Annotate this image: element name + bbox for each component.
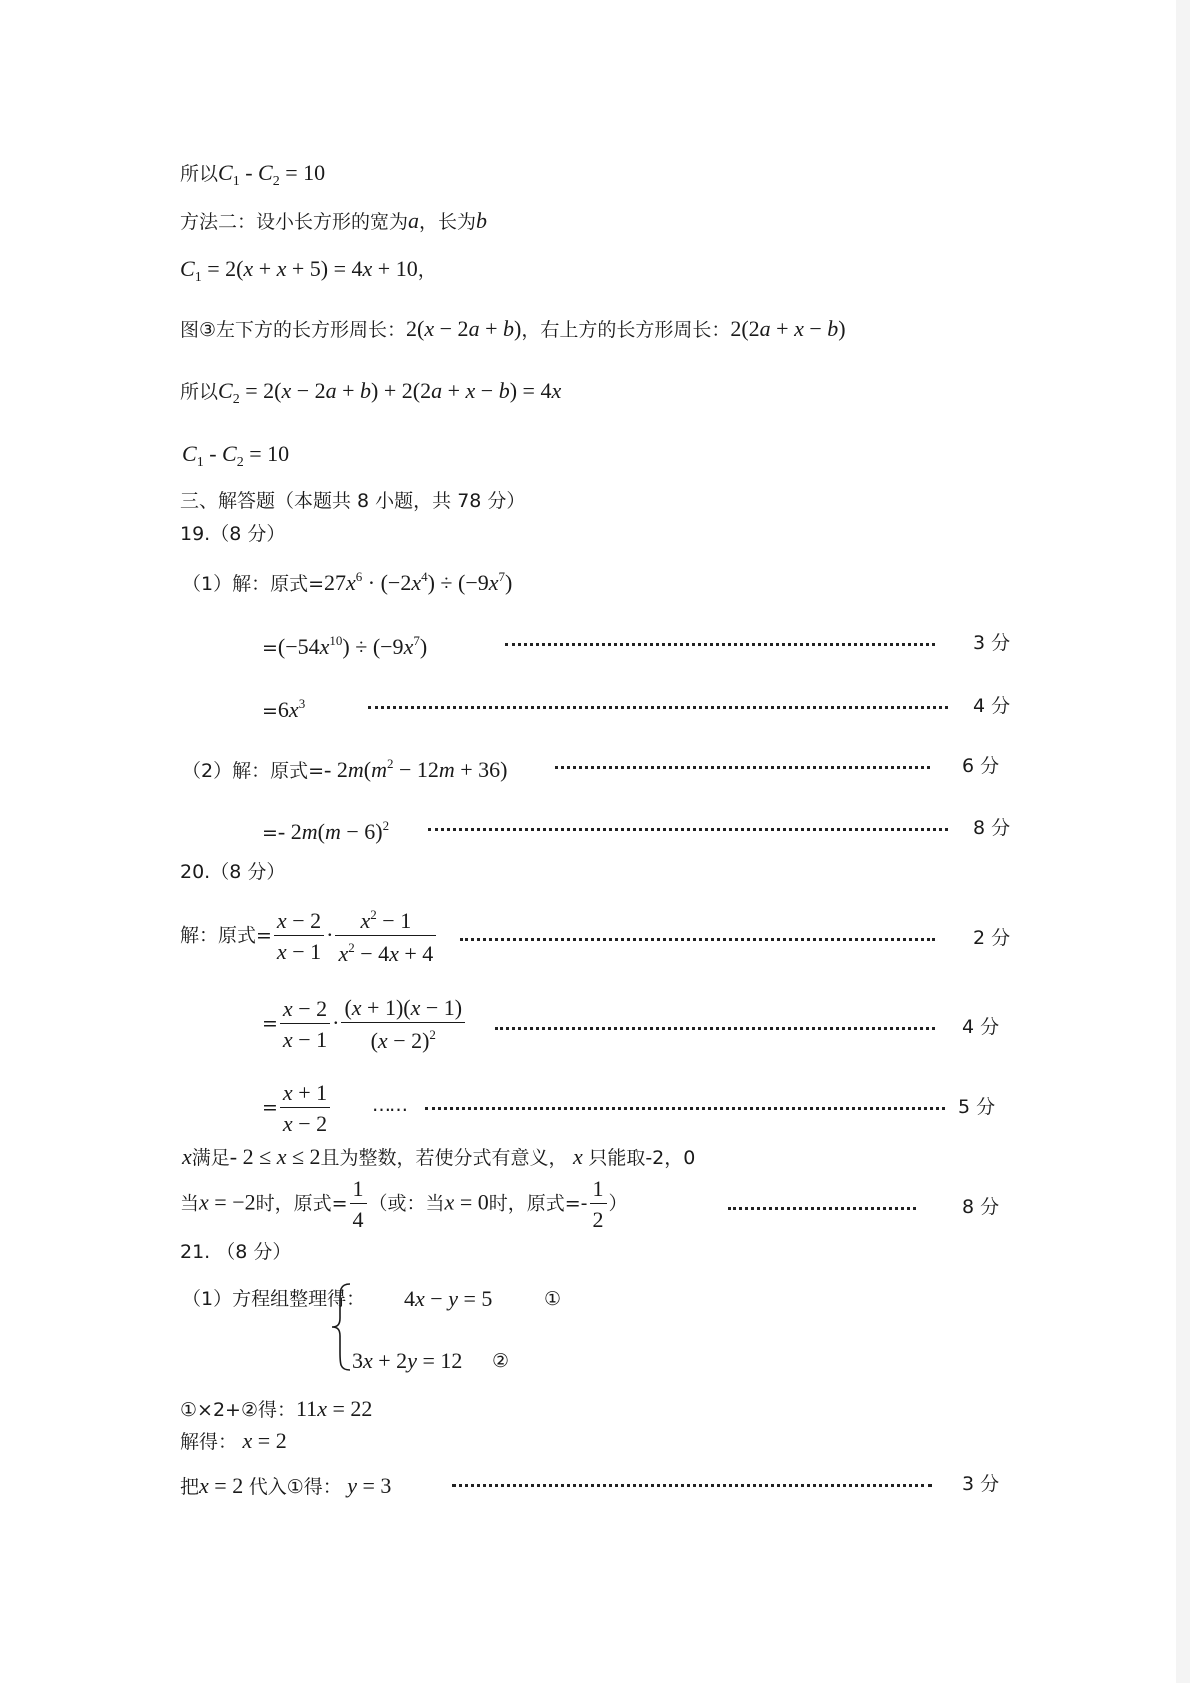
text-eq: = [262,637,278,659]
dot-leader [460,938,935,941]
var-x: x [182,1144,192,1169]
q20-heading: 20.（8 分） [180,861,286,883]
page-edge-shadow [1176,0,1190,1683]
text-q19-p1-prefix: （1）解：原式= [182,573,325,595]
line-c1-minus-c2-second [182,443,289,470]
text-close-paren: ） [608,1192,628,1215]
var-a: a [408,208,420,233]
q21-part1-prefix: （1）方程组整理得： [182,1288,366,1310]
line-figure3-perimeters [180,318,846,340]
q20-line1 [180,908,438,965]
text-substitute: 代入①得： [248,1476,342,1498]
text-lower-left-rect: 图③左下方的长方形周长： [180,319,407,341]
score-3: 3 分 [973,632,1011,654]
math-c1-equals: $C_1 = 2(x + x + 5) = 4x + 10$ [180,256,418,285]
q21-solve-x [180,1430,287,1452]
text-upper-right-rect: ，右上方的长方形周长： [521,319,731,341]
var-x: x [567,1144,589,1169]
dot-leader [495,1027,935,1030]
section-3-heading: 三、解答题（本题共 8 小题，共 78 分） [180,490,526,512]
score-4b: 4 分 [962,1016,1000,1038]
math-q20-expr2: $\frac{x - 2}{x - 1}$ · $\frac{(x + 1)(x - 1)}{(x - 2)^2}$ [278,1010,467,1035]
text-comma: ， [417,259,437,281]
q20-condition [182,1146,695,1168]
math-4x-minus-y: 4x − y = 5 [404,1286,493,1311]
circle-one-marker: ① [544,1288,562,1310]
q21-substitute [180,1475,391,1497]
score-3b: 3 分 [962,1473,1000,1495]
text-eq: = [262,1096,278,1119]
dot-leader [505,643,935,646]
math-y-3: y = 3 [347,1473,392,1498]
math-q19-p1-result: $6x^3$ [277,696,306,722]
text-then-result-neg: 时，原式=- [488,1192,588,1215]
text-elimination: ①×2+②得： [180,1399,296,1421]
dot-leader [728,1207,916,1210]
text-method-two: 方法二：设小长方形的宽为 [180,211,409,233]
q19-part2-line1 [182,757,508,781]
circle-two-marker: ② [492,1350,510,1372]
math-one-quarter: $\frac{1}{4}$ [348,1190,369,1215]
q19-part1-line1 [182,570,512,594]
text-eq: = [262,822,278,844]
text-solve: 解得： [180,1431,238,1453]
q19-part1-line2 [262,634,427,658]
math-one-half: $\frac{1}{2}$ [588,1190,609,1215]
score-6: 6 分 [962,755,1000,777]
math-x-neg2: x = −2 [199,1189,256,1215]
math-c2-equals: $C_2 = 2(x - 2a + b) + 2(2a + x - b) = 4x$ [218,378,562,407]
text-eq: = [262,1012,278,1035]
text-can-only-take: 只能取-2，0 [588,1147,696,1169]
q21-elimination-step [180,1398,372,1420]
score-5: 5 分 [958,1096,996,1118]
q20-line3 [262,1082,332,1135]
score-8: 8 分 [973,817,1011,839]
text-q19-p2-prefix: （2）解：原式= [182,760,325,782]
q19-heading: 19.（8 分） [180,523,286,545]
short-dots: …… [372,1094,406,1116]
line-method-two [180,210,487,232]
q21-equation-1 [404,1288,492,1310]
math-range: - 2 ≤ x ≤ 2 [229,1144,321,1169]
dot-leader [428,828,948,831]
q19-part1-line3 [262,697,305,721]
q21-heading: 21. （8 分） [180,1241,292,1263]
left-brace-icon [330,1282,354,1372]
math-q19-p2-expr: - $2m(m^2 - 12m + 36)$ [324,756,508,782]
text-ba: 把 [180,1476,200,1498]
text-q20-prefix: 解：原式= [180,924,272,947]
score-2: 2 分 [973,927,1011,949]
dot-leader [368,706,948,709]
line-c2-formula [180,380,561,407]
text-eq: = [262,700,278,722]
score-4: 4 分 [973,695,1011,717]
math-3x-plus-2y: 3x + 2y = 12 [352,1348,463,1373]
math-c1-c2-10-b: $C_1 - C_2 = 10$ [182,441,290,470]
line-c1-formula [180,258,437,285]
math-q19-p1-expr: $27x^6 \cdot (-2x^4) \div (-9x^7)$ [324,569,513,595]
math-q19-p2-result: - $2m(m - 6)^2$ [277,818,390,844]
text-or-when: （或：当 [368,1192,445,1215]
text-satisfies: 满足 [191,1147,230,1169]
dot-leader [452,1484,932,1487]
line-c1-minus-c2-first [180,162,325,189]
text-then-result: 时，原式= [255,1192,348,1215]
math-q20-expr1: $\frac{x - 2}{x - 1}$ · $\frac{x^2 - 1}{x^2 - 4x + 4}$ [272,922,438,947]
text-length-is: ，长为 [419,211,477,233]
math-11x-22: 11x = 22 [296,1396,373,1421]
q20-line2 [262,997,467,1052]
dot-leader [425,1107,945,1110]
math-x-2: x = 2 [242,1428,287,1453]
math-x-zero: x = 0 [444,1189,489,1215]
text-when: 当 [180,1192,200,1215]
math-q20-expr3: $\frac{x + 1}{x - 2}$ [278,1094,332,1119]
q21-equation-2 [352,1350,462,1372]
dot-leader [555,766,930,769]
q19-part2-line2 [262,819,389,843]
text-suoyi: 所以 [180,163,219,185]
score-8b: 8 分 [962,1196,1000,1218]
q20-evaluation [180,1178,628,1231]
math-x-eq-2: x = 2 [199,1473,249,1498]
math-q19-p1-step2: $(-54x^{10}) \div (-9x^7)$ [277,633,428,659]
math-c1-c2-10: $C_1 - C_2 = 10$ [218,160,326,189]
text-integer-cond: 且为整数，若使分式有意义， [320,1147,568,1169]
math-perimeter-2: 2(2a + x − b) [730,316,846,341]
var-b: b [476,208,488,233]
math-perimeter-1: 2(x − 2a + b) [406,316,522,341]
text-suoyi-2: 所以 [180,381,219,403]
